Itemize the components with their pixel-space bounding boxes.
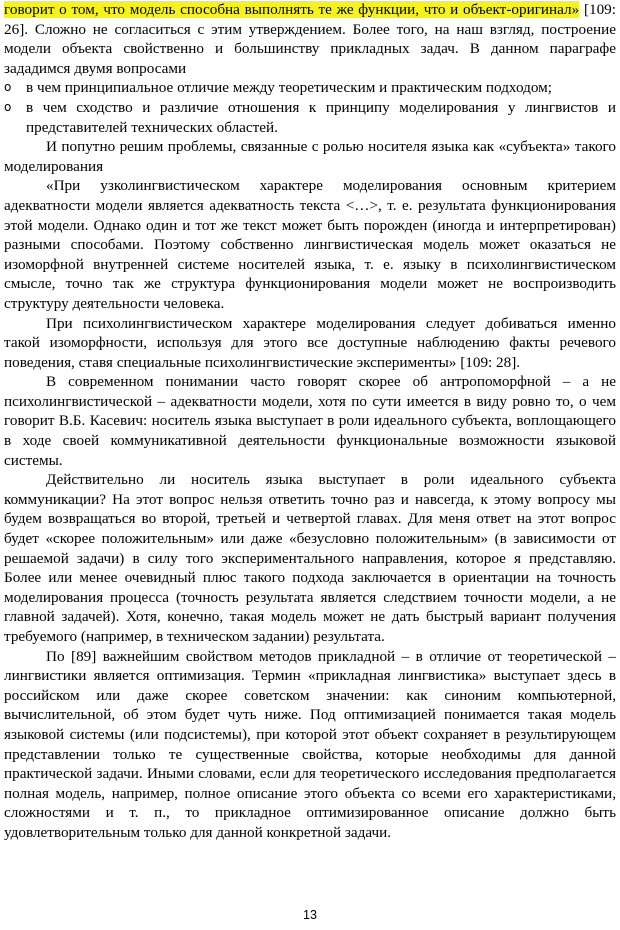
paragraph-subject-role: И попутно решим проблемы, связанные с ролью носителя языка как «субъекта» такого моделирования	[4, 138, 616, 175]
paragraph-ideal-subject: Действительно ли носитель языка выступает в роли идеального субъекта коммуникации? На этот вопрос нельзя ответить точно раз и навсегда, к этому вопросу мы будем возвращаться во второй, третьей и четвертой главах. Для меня ответ на этот вопрос будет «скорее положительным» или даже «безусловно положительным» (в зависимости от решаемой задачи) в силу того экспериментального направления, которое я представляю. Более или менее очевидный плюс такого подхода заключается в ориентации на точность моделирования процесса (точность результата является следствием точности модели, а не главной задачей). Хотя, конечно, такая модель может не дать быстрый вариант получения требуемого (например, в техническом задании) результата.	[4, 471, 616, 645]
intro-continuation: [109: 26]. Сложно не согласиться с этим утверждением. Более того, на наш взгляд, построение модели объекта свойственно и большинству прикладных задач. В данном параграфе зададимся двумя вопросами	[4, 1, 616, 77]
highlighted-quote: говорит о том, что модель способна выполнять те же функции, что и объект-оригинал»	[4, 1, 580, 18]
question-list	[4, 78, 616, 137]
paragraph-quote-psycho: При психолингвистическом характере моделирования следует добиваться именно такой изоморфности, используя для этого все доступные наблюдению факты речевого поведения, ставя специальные психолингвистические эксперименты» [109: 28].	[4, 314, 616, 371]
paragraph-optimization: По [89] важнейшим свойством методов прикладной – в отличие от теоретической – лингвистики является оптимизация. Термин «прикладная лингвистика» выступает здесь в российском или даже скорее советском значении: как синоним компьютерной, вычислительной, об этом будет чуть ниже. Под оптимизацией понимается такая модель языковой системы (или подсистемы), при которой этот объект сохраняет в результирующем представлении только те существенные свойства, которые необходимы для данной практической задачи. Иными словами, если для теоретического исследования предполагается полная модель, например, полное описание этого объекта со всеми его характеристиками, сложностями и т. п., то прикладное оптимизированное описание должно быть удовлетворительным только для данной конкретной задачи.	[4, 647, 616, 841]
paragraph-anthropomorphic: В современном понимании часто говорят скорее об антропоморфной – а не психолингвистической – адекватности модели, хотя по сути имеется в виду ровно то, о чем говорит В.Б. Касевич: носитель языка выступает в роли идеального субъекта, воплощающего в ходе своей коммуникативной деятельности функциональные возможности языковой системы.	[4, 373, 616, 469]
bullet-icon: o	[4, 80, 12, 95]
paragraph-intro	[4, 0, 616, 78]
body-text	[4, 0, 616, 843]
list-item-text: в чем принципиальное отличие между теоретическим и практическим подходом;	[26, 79, 552, 97]
list-item	[4, 98, 616, 137]
paragraph-quote-narrow: «При узколингвистическом характере моделирования основным критерием адекватности модели является адекватность текста <…>, т. е. результата функционирования этой модели. Однако один и тот же текст может быть порожден (иногда и интерпретирован) разными способами. Поэтому собственно лингвистическая модель может оказаться не изоморфной внутренней системе носителей языка, т. е. языку в психолингвистическом смысле, точно так же структура функционирования модели может не воспроизводить структуру деятельности человека.	[4, 177, 616, 312]
page-number: 13	[303, 908, 317, 922]
bullet-icon: o	[4, 99, 12, 114]
list-item	[4, 78, 616, 98]
list-item-text: в чем сходство и различие отношения к принципу моделирования у лингвистов и представителей технических областей.	[26, 98, 616, 136]
